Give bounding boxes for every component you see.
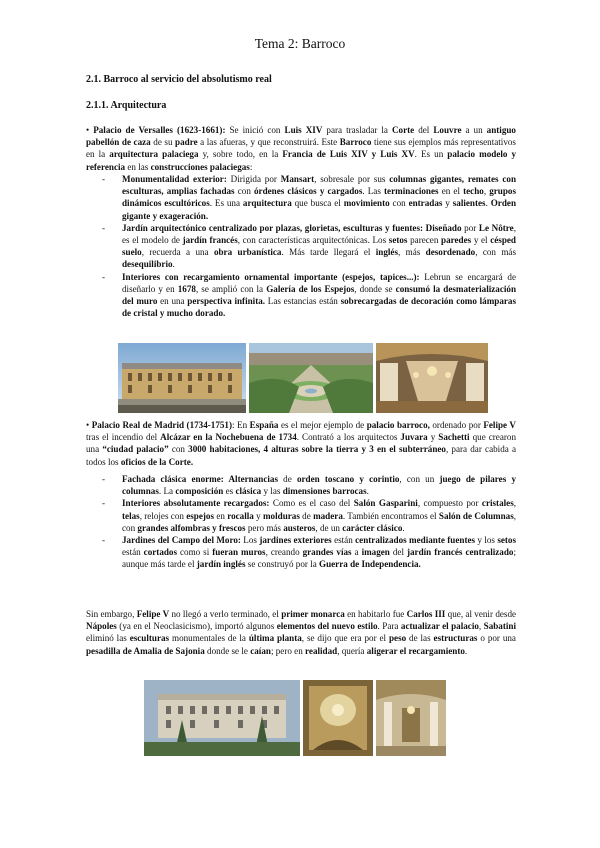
- bold-text: Sachetti: [438, 432, 470, 443]
- text-run: Las estancias están: [265, 296, 341, 307]
- bold-text: Corte: [391, 125, 415, 135]
- text-run: , se amplió con la: [195, 283, 267, 294]
- bold-text: Le Nôtre: [478, 222, 514, 233]
- bold-text: Felipe V: [136, 609, 170, 619]
- bold-text: jardín inglés: [196, 559, 246, 570]
- text-run: , relojes con: [139, 510, 187, 521]
- bold-text: caían: [250, 645, 271, 656]
- list-item: [96, 497, 516, 534]
- bold-text: obra urbanística: [213, 247, 282, 258]
- text-run: están: [331, 535, 356, 546]
- list-item: [96, 173, 516, 222]
- text-run: , compuesto por: [417, 498, 482, 509]
- text-run: y las: [261, 486, 283, 497]
- bold-text: Diseñado: [425, 222, 462, 233]
- text-run: a un: [461, 125, 487, 135]
- text-run: , de un: [315, 522, 343, 533]
- text-run: , con más: [475, 247, 516, 258]
- bold-text: arquitectura: [242, 198, 292, 209]
- bold-text: madera: [313, 510, 343, 521]
- bold-text: palacio barroco,: [366, 420, 430, 430]
- bold-text: cortados: [143, 547, 178, 558]
- text-run: del: [389, 547, 407, 558]
- bold-text: jardines exteriores: [259, 535, 332, 546]
- text-run: para trasladar la: [322, 125, 392, 135]
- bold-text: telas: [122, 510, 140, 521]
- text-run: .: [485, 198, 491, 209]
- text-run: de: [277, 474, 297, 484]
- text-run: y el: [471, 235, 491, 246]
- text-run: , se dijo que era por el: [301, 633, 389, 644]
- hall-of-mirrors-image: [376, 343, 488, 413]
- bold-text: desequilibrio: [122, 259, 173, 270]
- text-run: tiene sus ejemplos más representativos en la: [86, 137, 516, 160]
- bold-text: setos: [497, 535, 517, 546]
- bold-text: Louvre: [433, 125, 462, 135]
- text-run: , con: [122, 510, 517, 533]
- text-run: . Para: [377, 621, 401, 632]
- bold-text: consumó la desmaterialización del muro: [122, 283, 517, 307]
- bold-text: aligerar el recargamiento: [366, 645, 465, 656]
- text-run: en una: [157, 296, 188, 307]
- text-run: , recuerda a una: [141, 247, 214, 258]
- text-run: , sobresale por sus: [314, 174, 390, 184]
- bold-text: peso: [388, 633, 407, 644]
- bold-text: entradas: [408, 198, 443, 209]
- madrid-closing: [86, 608, 516, 657]
- bold-text: Galería de los Espejos: [266, 283, 355, 294]
- bold-text: desordenado: [425, 247, 476, 258]
- bold-text: composición: [175, 486, 224, 497]
- bold-text: Jardín arquitectónico centralizado por plazas, glorietas, esculturas y fuentes:: [122, 222, 424, 233]
- bold-text: perspectiva infinita.: [187, 296, 266, 307]
- text-run: y: [427, 432, 439, 443]
- text-run: y: [253, 510, 263, 521]
- madrid-photos: [144, 680, 446, 756]
- bold-text: paredes: [441, 235, 472, 246]
- text-run: . Es un: [414, 149, 448, 160]
- text-run: ; aunque más tarde el: [122, 547, 516, 570]
- text-run: , quería: [337, 645, 367, 656]
- bold-text: setos: [388, 235, 408, 246]
- bold-text: jardín francés: [182, 235, 238, 246]
- versalles-list: [96, 173, 516, 319]
- bold-text: espejos: [186, 510, 215, 521]
- text-run: , con un: [399, 474, 440, 484]
- text-run: , con características arquitectónicas. Los: [237, 235, 389, 246]
- text-run: del: [414, 125, 434, 135]
- page-title: Tema 2: Barroco: [254, 36, 346, 51]
- bold-text: realidad: [305, 645, 338, 656]
- text-run: por: [461, 222, 479, 233]
- text-run: como si: [177, 547, 213, 558]
- bold-text: palacio modelo y referencia: [86, 149, 517, 172]
- subsection-heading: 2.1.1. Arquitectura: [86, 100, 167, 111]
- text-run: que busca el: [291, 198, 344, 209]
- madrid-list: [96, 473, 516, 571]
- text-run: , es el modelo de: [122, 222, 516, 246]
- text-run: , creando: [265, 547, 303, 558]
- text-run: Los: [240, 535, 260, 546]
- list-item: [96, 271, 516, 320]
- bold-text: Francia de Luis XIV y Luis XV: [282, 149, 415, 160]
- bold-text: austeros: [283, 522, 316, 533]
- text-run: .: [402, 522, 405, 533]
- text-run: :: [249, 161, 253, 172]
- text-run: en las: [125, 161, 151, 172]
- bold-text: terminaciones: [384, 186, 439, 197]
- text-run: están: [122, 547, 144, 558]
- bold-text: clásica: [235, 486, 262, 497]
- text-run: ,: [513, 498, 517, 509]
- text-run: . Es una: [209, 198, 243, 209]
- text-run: .: [464, 645, 468, 656]
- bold-text: Juvara: [400, 432, 428, 443]
- versailles-gardens-image: [249, 343, 373, 413]
- bold-text: Palacio Real de Madrid (1734-1751): [91, 420, 233, 430]
- bold-text: Orden gigante y exageración.: [122, 198, 516, 221]
- bold-text: Fachada clásica enorme: Alternancias: [122, 474, 278, 484]
- text-run: no llegó a verlo terminado, el: [169, 609, 282, 619]
- bold-text: arquitectura palaciega: [109, 149, 199, 160]
- text-run: con: [234, 186, 254, 197]
- bold-text: inglés: [375, 247, 398, 258]
- text-run: ,: [478, 621, 484, 632]
- text-run: en el: [438, 186, 464, 197]
- bold-text: Felipe V: [483, 420, 516, 430]
- bold-text: dimensiones barrocas: [282, 486, 367, 497]
- bold-text: elementos del nuevo estilo: [276, 621, 378, 632]
- text-run: en habitarlo fue: [344, 609, 407, 619]
- text-run: que, al venir desde: [445, 609, 517, 619]
- text-run: . Las: [362, 186, 385, 197]
- bold-text: centralizados mediante fuentes: [355, 535, 476, 546]
- text-run: y los: [475, 535, 498, 546]
- bold-text: cristales: [481, 498, 514, 509]
- bold-text: construcciones palaciegas: [150, 161, 250, 172]
- bold-text: Guerra de Independencia.: [319, 559, 421, 570]
- bold-text: estructuras: [433, 633, 478, 644]
- text-run: . Más tarde llegará el: [281, 247, 376, 258]
- bold-text: juego de pilares y columnas: [122, 474, 516, 497]
- bold-text: Barroco: [339, 137, 372, 148]
- bold-text: antiguo pabellón de caza: [86, 125, 516, 148]
- text-run: tras el incendio del: [86, 432, 161, 443]
- versailles-facade-image: [118, 343, 246, 413]
- text-run: , donde se: [354, 283, 396, 294]
- text-run: que crearon una: [86, 432, 516, 455]
- bold-text: Interiores con recargamiento ornamental importante (espejos, tapices...):: [122, 271, 420, 282]
- text-run: es el mejor ejemplo de: [278, 420, 367, 430]
- versalles-photos: [118, 343, 488, 413]
- bold-text: Carlos III: [406, 609, 446, 619]
- bold-text: imagen: [361, 547, 390, 558]
- text-run: Lebrun se encargará de diseñarlo y en: [122, 271, 516, 294]
- bold-text: Interiores absolutamente recargados:: [122, 498, 270, 509]
- text-run: donde se le: [204, 645, 251, 656]
- text-run: (ya en el Neoclasicismo), importó algunos: [116, 621, 277, 632]
- bold-text: grupos dinámicos escultóricos: [122, 186, 517, 209]
- text-run: a las afueras, y que reconstruirá. Este: [197, 137, 340, 148]
- text-run: a: [351, 547, 362, 558]
- text-run: ,: [483, 186, 490, 197]
- bold-text: España: [249, 420, 279, 430]
- text-run: con: [389, 198, 409, 209]
- bold-text: carácter clásico: [342, 522, 403, 533]
- text-run: monumentales de la: [169, 633, 249, 644]
- text-run: de: [299, 510, 314, 521]
- text-run: con: [168, 444, 189, 455]
- bold-text: primer monarca: [281, 609, 345, 619]
- bold-text: Salón Gasparini: [353, 498, 418, 509]
- bold-text: Nápoles: [86, 621, 117, 632]
- bold-text: Jardines del Campo del Moro:: [122, 535, 241, 546]
- bold-text: 1678: [177, 283, 196, 294]
- gasparini-room-image: [303, 680, 373, 756]
- versalles-intro: [86, 124, 516, 173]
- bold-text: salientes: [452, 198, 486, 209]
- text-run: eliminó las: [86, 633, 130, 644]
- bold-text: Alcázar en la Nochebuena de 1734: [160, 432, 297, 443]
- text-run: Como es el caso del: [269, 498, 354, 509]
- bold-text: rocalla: [227, 510, 254, 521]
- bold-text: Mansart: [280, 174, 315, 184]
- bold-text: fueran muros: [212, 547, 266, 558]
- bold-text: padre: [175, 137, 198, 148]
- text-run: .: [172, 259, 175, 270]
- bold-text: césped suelo: [122, 235, 516, 258]
- columns-hall-image: [376, 680, 446, 756]
- text-run: Dirigida por: [226, 174, 281, 184]
- bold-text: órdenes clásicos y cargados: [253, 186, 363, 197]
- text-run: : En: [232, 420, 250, 430]
- text-run: ordenado por: [429, 420, 484, 430]
- list-item: [96, 473, 516, 497]
- bold-text: grandes vías: [302, 547, 352, 558]
- bold-text: movimiento: [343, 198, 390, 209]
- text-run: Se inició con: [225, 125, 285, 135]
- bold-text: oficios de la Corte.: [120, 456, 194, 467]
- bold-text: orden toscano y corintio: [296, 474, 400, 484]
- bold-text: Monumentalidad exterior:: [122, 174, 227, 184]
- royal-palace-madrid-image: [144, 680, 300, 756]
- madrid-intro: [86, 419, 516, 468]
- bold-text: pesadilla de Amalia de Sajonia: [86, 645, 205, 656]
- bold-text: Palacio de Versalles (1623-1661):: [93, 125, 226, 135]
- text-run: se construyó por la: [245, 559, 320, 570]
- text-run: , para dar cabida a todos los: [86, 444, 516, 467]
- text-run: es: [223, 486, 236, 497]
- bold-text: jardín francés centralizado: [406, 547, 514, 558]
- text-run: . También encontramos el: [342, 510, 439, 521]
- text-run: ; pero en: [270, 645, 306, 656]
- bold-text: “ciudad palacio”: [102, 444, 169, 455]
- bold-text: techo: [463, 186, 484, 197]
- text-run: , más: [398, 247, 426, 258]
- bold-text: grandes alfombras y frescos: [137, 522, 246, 533]
- text-run: y, sobre todo, en la: [198, 149, 283, 160]
- text-run: parecen: [407, 235, 442, 246]
- text-run: de las: [406, 633, 434, 644]
- bold-text: Luis XIV: [284, 125, 323, 135]
- bold-text: molduras: [262, 510, 300, 521]
- text-run: pero más: [245, 522, 284, 533]
- bold-text: esculturas: [129, 633, 170, 644]
- bold-text: sobrecargadas de decoración como lámparas de cristal y mucho dorado.: [122, 296, 516, 319]
- text-run: de su: [150, 137, 176, 148]
- bold-text: Salón de Columnas: [438, 510, 514, 521]
- text-run: . La: [158, 486, 176, 497]
- section-heading: 2.1. Barroco al servicio del absolutismo real: [86, 74, 272, 85]
- bold-text: columnas gigantes, remates con esculturas, amplias fachadas: [122, 174, 516, 197]
- text-run: . Contrató a los arquitectos: [296, 432, 401, 443]
- text-run: .: [366, 486, 369, 497]
- bold-text: Sabatini: [483, 621, 516, 632]
- text-run: •: [86, 125, 94, 135]
- text-run: y: [442, 198, 453, 209]
- text-run: •: [86, 420, 92, 430]
- text-run: o por una: [477, 633, 516, 644]
- list-item: [96, 534, 516, 571]
- bold-text: 3000 habitaciones, 4 alturas sobre la tierra y 3 en el subterráneo: [188, 444, 446, 455]
- text-run: en: [214, 510, 228, 521]
- bold-text: actualizar el palacio: [400, 621, 479, 632]
- bold-text: última planta: [248, 633, 302, 644]
- text-run: Sin embargo,: [86, 609, 137, 619]
- list-item: [96, 222, 516, 271]
